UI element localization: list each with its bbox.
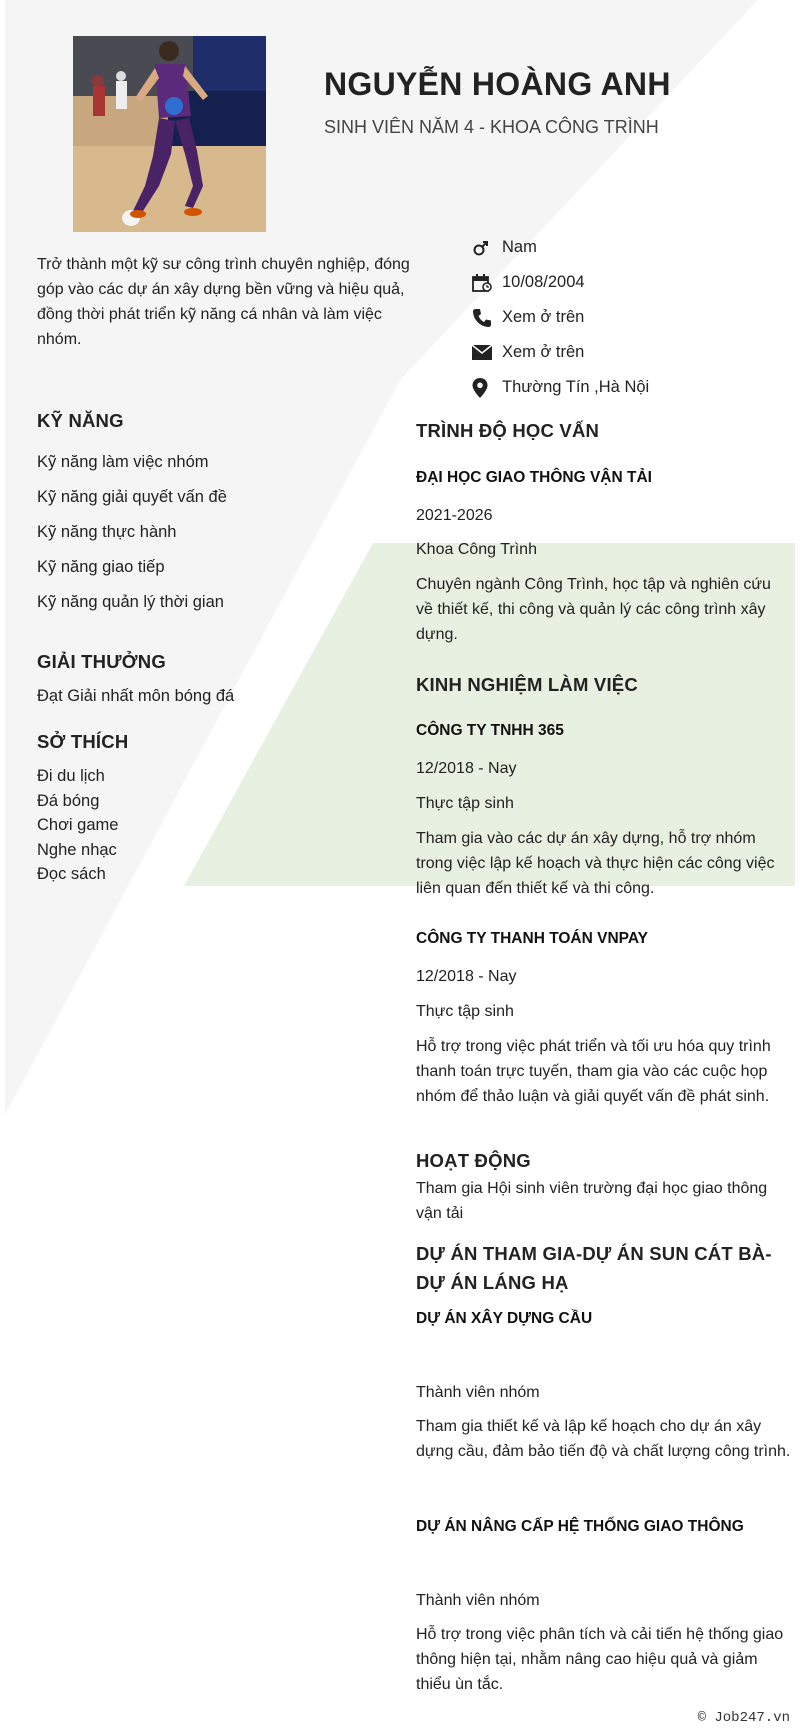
- awards-heading: GIẢI THƯỞNG: [37, 651, 166, 672]
- calendar-icon: [472, 273, 502, 293]
- project-description: Tham gia thiết kế và lập kế hoạch cho dự án xây dựng cầu, đảm bảo tiến độ và chất lượng công trình.: [416, 1418, 791, 1460]
- experience-heading: KINH NGHIỆM LÀM VIỆC: [416, 674, 638, 695]
- project-description: Hỗ trợ trong việc phân tích và cải tiến hệ thống giao thông hiện tại, nhằm nâng cao hiệu quả và giảm thiểu ùn tắc.: [416, 1626, 784, 1693]
- hobby-item: Đi du lịch: [37, 767, 105, 785]
- skill-item: Kỹ năng quản lý thời gian: [37, 593, 224, 611]
- job-description: Hỗ trợ trong việc phát triển và tối ưu hóa quy trình thanh toán trực tuyến, tham gia vào các cuộc họp nhóm để thảo luận và giải quyết vấn đề phát sinh.: [416, 1038, 771, 1105]
- education-faculty: Khoa Công Trình: [416, 541, 537, 558]
- project-name: DỰ ÁN NÂNG CẤP HỆ THỐNG GIAO THÔNG: [416, 1518, 744, 1535]
- job-period: 12/2018 - Nay: [416, 760, 517, 777]
- job-company: CÔNG TY TNHH 365: [416, 722, 564, 739]
- skills-heading: KỸ NĂNG: [37, 410, 124, 431]
- job-role: Thực tập sinh: [416, 795, 514, 812]
- education-heading: TRÌNH ĐỘ HỌC VẤN: [416, 420, 600, 441]
- hobby-item: Nghe nhạc: [37, 840, 117, 859]
- career-objective: Trở thành một kỹ sư công trình chuyên nghiệp, đóng góp vào các dự án xây dựng bền vững và hiệu quả, đồng thời phát triển kỹ năng cá nhân và làm việc nhóm.: [37, 256, 410, 348]
- education-description: Chuyên ngành Công Trình, học tập và nghiên cứu về thiết kế, thi công và quản lý các công trình xây dựng.: [416, 576, 771, 643]
- info-gender-value: Nam: [502, 238, 537, 256]
- hobby-item: Chơi game: [37, 816, 119, 834]
- activities-heading: HOẠT ĐỘNG: [416, 1150, 531, 1171]
- project-name: DỰ ÁN XÂY DỰNG CẦU: [416, 1310, 593, 1327]
- profile-photo: [73, 36, 266, 232]
- info-birthday: [472, 265, 792, 300]
- info-gender: [472, 230, 792, 265]
- info-phone: [472, 300, 792, 335]
- info-address-value: Thường Tín ,Hà Nội: [502, 378, 650, 396]
- skill-item: Kỹ năng thực hành: [37, 523, 177, 541]
- education-school: ĐẠI HỌC GIAO THÔNG VẬN TẢI: [416, 469, 652, 486]
- info-email: [472, 335, 792, 370]
- job-company: CÔNG TY THANH TOÁN VNPAY: [416, 930, 648, 947]
- email-icon: [472, 343, 502, 363]
- personal-info-list: [472, 230, 792, 405]
- projects-heading: DỰ ÁN THAM GIA-DỰ ÁN SUN CÁT BÀ-DỰ ÁN LÁNG HẠ: [416, 1243, 772, 1293]
- location-pin-icon: [472, 378, 502, 398]
- candidate-title: SINH VIÊN NĂM 4 - KHOA CÔNG TRÌNH: [324, 117, 659, 137]
- education-period: 2021-2026: [416, 507, 493, 524]
- hobbies-heading: SỞ THÍCH: [37, 731, 129, 752]
- project-role: Thành viên nhóm: [416, 1592, 540, 1609]
- awards-text: Đạt Giải nhất môn bóng đá: [37, 687, 235, 705]
- hobbies-list: [37, 764, 397, 887]
- phone-icon: [472, 308, 502, 328]
- job-role: Thực tập sinh: [416, 1003, 514, 1020]
- info-phone-value: Xem ở trên: [502, 308, 585, 326]
- info-email-value: Xem ở trên: [502, 343, 585, 361]
- skills-list: [37, 445, 397, 620]
- info-birthday-value: 10/08/2004: [502, 273, 585, 291]
- project-role: Thành viên nhóm: [416, 1384, 540, 1401]
- hobby-item: Đá bóng: [37, 791, 100, 810]
- activities-text: Tham gia Hội sinh viên trường đại học giao thông vận tải: [416, 1180, 768, 1222]
- candidate-name: NGUYỄN HOÀNG ANH: [324, 66, 671, 102]
- info-address: [472, 370, 792, 405]
- hobby-item: Đọc sách: [37, 865, 106, 883]
- footer-watermark: © Job247.vn: [697, 1710, 790, 1726]
- job-description: Tham gia vào các dự án xây dựng, hỗ trợ nhóm trong việc lập kế hoạch và thực hiện các công việc liên quan đến thiết kế và thi công.: [416, 830, 775, 897]
- skill-item: Kỹ năng giải quyết vấn đề: [37, 488, 227, 506]
- job-period: 12/2018 - Nay: [416, 968, 517, 985]
- skill-item: Kỹ năng làm việc nhóm: [37, 453, 209, 471]
- skill-item: Kỹ năng giao tiếp: [37, 558, 165, 576]
- gender-icon: [472, 238, 502, 258]
